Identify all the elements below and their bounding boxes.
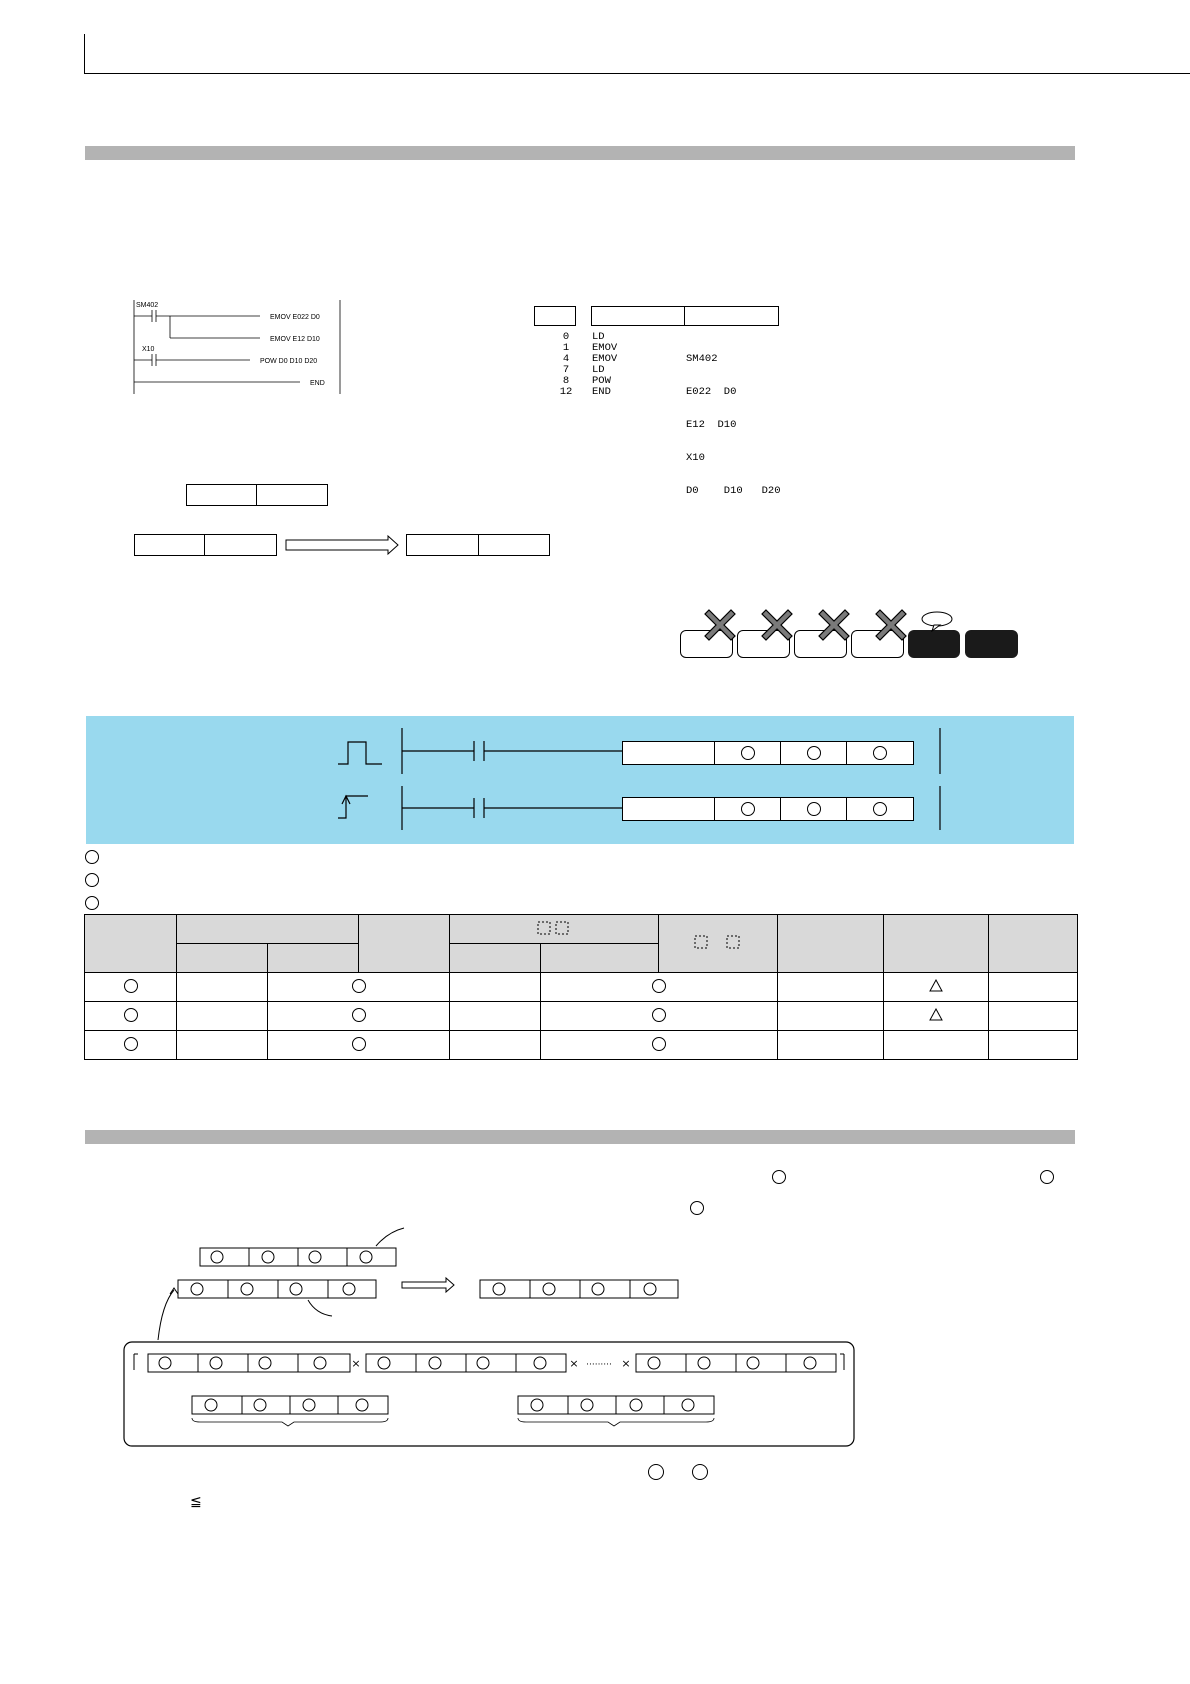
operand-circle-icon <box>741 746 755 760</box>
device-table <box>84 914 1078 1060</box>
table-header-cell <box>989 915 1078 973</box>
ellipsis-dots: ········· <box>586 1360 612 1370</box>
list-instruction: LD <box>592 331 605 343</box>
operand-3-circle-icon <box>85 896 99 910</box>
list-header-instruction-cell <box>591 306 685 326</box>
circle-icon <box>652 1037 666 1051</box>
table-row <box>85 1002 1078 1031</box>
table-header-cell <box>541 944 659 973</box>
operand-circle-icon <box>873 746 887 760</box>
list-instruction: END <box>592 386 611 398</box>
list-step: 1 <box>562 342 570 354</box>
x-mark-icon <box>703 608 737 642</box>
list-device-column <box>686 332 781 530</box>
operand-circle-icon <box>807 802 821 816</box>
dotted-box-pair-icon <box>537 921 571 935</box>
instruction-box-2 <box>622 797 914 821</box>
operand-circle-icon <box>648 1464 664 1480</box>
operand-circle-icon <box>772 1170 786 1184</box>
table-header-cell <box>884 915 989 973</box>
list-step: 0 <box>562 331 570 343</box>
circle-icon <box>652 979 666 993</box>
list-device: E022 D0 <box>686 386 737 398</box>
multiply-sign: × <box>351 1357 361 1370</box>
table-header-cell <box>659 915 778 973</box>
rising-edge-icon <box>336 792 376 822</box>
list-device: X10 <box>686 452 705 464</box>
output-box-right <box>478 534 550 556</box>
input-box-right <box>204 534 277 556</box>
instruction-box-1 <box>622 741 914 765</box>
table-header-cell <box>450 915 659 944</box>
output-box-left <box>406 534 479 556</box>
list-instruction: LD <box>592 364 605 376</box>
section-header-bar <box>85 1130 1075 1144</box>
ladder-instruction-2: EMOV E12 D10 <box>270 336 320 343</box>
list-step: 7 <box>562 364 570 376</box>
operand-circle-icon <box>692 1464 708 1480</box>
operand-circle-icon <box>741 802 755 816</box>
circle-icon <box>352 979 366 993</box>
table-header-cell <box>359 915 450 973</box>
list-device: SM402 <box>686 353 718 365</box>
triangle-icon <box>929 979 943 992</box>
circle-icon <box>352 1008 366 1022</box>
list-instruction-column <box>592 332 617 398</box>
cpu-badge-5 <box>908 630 960 658</box>
transfer-arrow-icon <box>284 534 402 556</box>
multiply-sign: × <box>621 1357 631 1370</box>
list-instruction: EMOV <box>592 342 618 354</box>
list-step: 8 <box>562 375 570 387</box>
page-left-rule <box>84 34 85 74</box>
table-header-row-1 <box>85 915 1078 944</box>
operand-1-circle-icon <box>85 850 99 864</box>
less-equal-symbol: ≦ <box>190 1494 202 1510</box>
table-row <box>85 1031 1078 1060</box>
list-step-column <box>557 332 575 398</box>
table-header-cell <box>778 915 884 973</box>
ladder-instruction-1: EMOV E022 D0 <box>270 314 320 321</box>
operand-circle-icon <box>807 746 821 760</box>
speech-bubble-icon <box>920 610 954 632</box>
result-box-top-right <box>256 484 328 506</box>
table-header-cell <box>85 915 177 973</box>
operand-circle-icon <box>690 1201 704 1215</box>
table-header-cell <box>177 944 268 973</box>
table-header-cell <box>177 915 359 944</box>
x-mark-icon <box>874 608 908 642</box>
result-box-top-left <box>186 484 257 506</box>
x-mark-icon <box>817 608 851 642</box>
operand-circle-icon <box>873 802 887 816</box>
list-header-step-cell <box>534 306 576 326</box>
circle-icon <box>124 1008 138 1022</box>
x-mark-icon <box>760 608 794 642</box>
list-step: 4 <box>562 353 570 365</box>
function-diagram <box>110 1224 870 1449</box>
multiply-sign: × <box>569 1357 579 1370</box>
page-top-rule <box>84 73 1190 74</box>
ladder-instruction-4: END <box>310 380 325 387</box>
operand-circle-icon <box>1040 1170 1054 1184</box>
dotted-box-pair-icon <box>694 935 742 949</box>
table-header-cell <box>268 944 359 973</box>
ladder-contact-2-label: X10 <box>142 346 155 353</box>
table-header-cell <box>450 944 541 973</box>
list-step: 12 <box>559 386 573 398</box>
list-instruction: POW <box>592 375 611 387</box>
list-device: D0 D10 D20 <box>686 485 781 497</box>
table-row <box>85 973 1078 1002</box>
list-device: E12 D10 <box>686 419 737 431</box>
section-header-bar <box>85 146 1075 160</box>
list-header-device-cell <box>684 306 779 326</box>
input-box-left <box>134 534 205 556</box>
ladder-contact-1-label: SM402 <box>136 302 159 309</box>
cpu-badge-6 <box>965 630 1018 658</box>
circle-icon <box>124 1037 138 1051</box>
pulse-signal-icon <box>336 738 386 768</box>
circle-icon <box>352 1037 366 1051</box>
operand-2-circle-icon <box>85 873 99 887</box>
circle-icon <box>124 979 138 993</box>
ladder-example <box>130 298 350 398</box>
triangle-icon <box>929 1008 943 1021</box>
ladder-instruction-3: POW D0 D10 D20 <box>260 358 318 365</box>
list-instruction: EMOV <box>592 353 618 365</box>
circle-icon <box>652 1008 666 1022</box>
